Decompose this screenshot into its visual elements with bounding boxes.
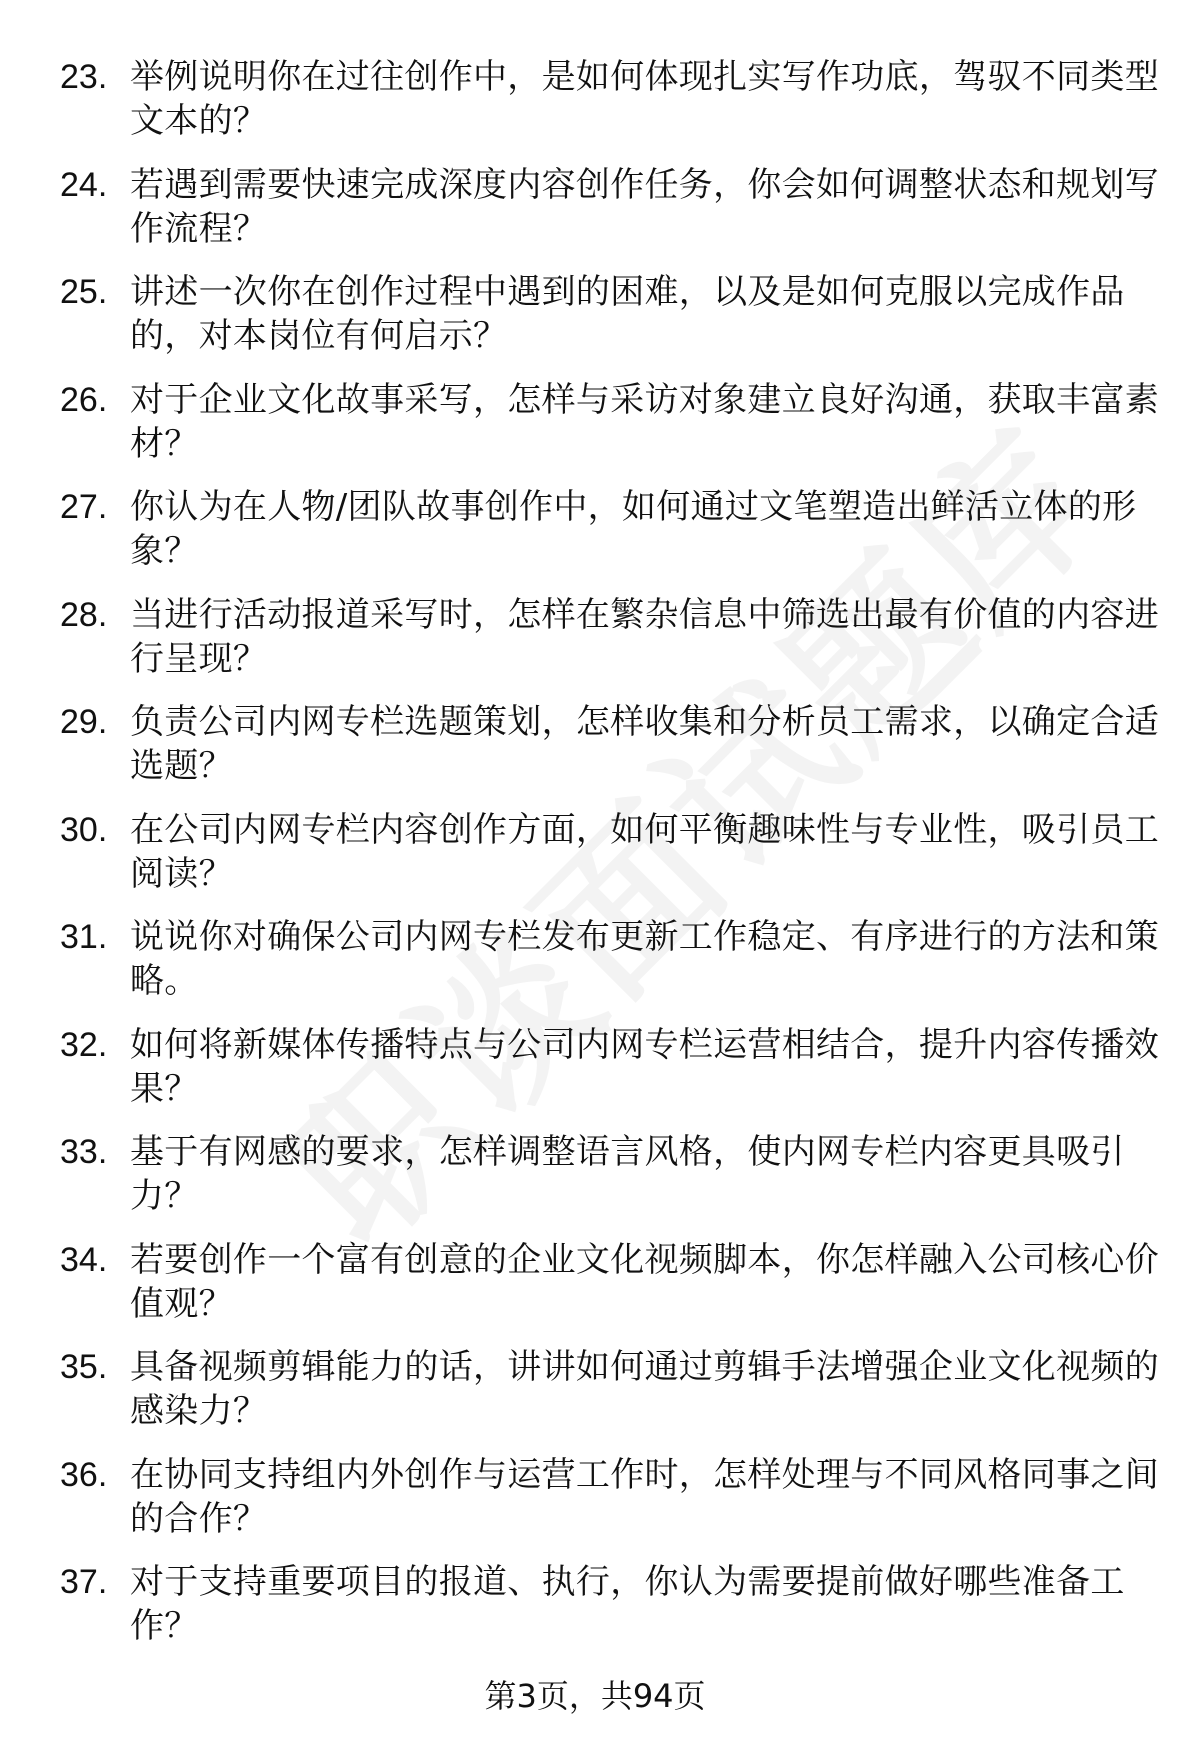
question-item: [0, 1345, 1190, 1453]
question-item: [0, 1130, 1190, 1238]
question-text: 说说你对确保公司内网专栏发布更新工作稳定、有序进行的方法和策略。: [130, 917, 1159, 1001]
question-text: 对于企业文化故事采写，怎样与采访对象建立良好沟通，获取丰富素材？: [130, 379, 1159, 464]
question-text: 若遇到需要快速完成深度内容创作任务，你会如何调整状态和规划写作流程？: [130, 164, 1159, 249]
question-text: 基于有网感的要求，怎样调整语言风格，使内网专栏内容更具吸引力？: [130, 1132, 1125, 1216]
question-number: 27.: [60, 488, 108, 526]
question-item: [0, 808, 1190, 916]
question-item: [0, 915, 1190, 1023]
question-item: [0, 55, 1190, 163]
question-item: [0, 1453, 1190, 1561]
question-number: 35.: [60, 1348, 108, 1386]
question-text: 具备视频剪辑能力的话，讲讲如何通过剪辑手法增强企业文化视频的感染力？: [130, 1347, 1159, 1431]
question-number: 23.: [60, 58, 108, 96]
question-item: [0, 485, 1190, 593]
question-number: 33.: [60, 1133, 108, 1171]
question-item: [0, 270, 1190, 378]
question-number: 32.: [60, 1025, 108, 1064]
question-number: 25.: [60, 273, 108, 311]
question-item: [0, 1023, 1190, 1131]
question-item: [0, 1238, 1190, 1346]
question-text: 若要创作一个富有创意的企业文化视频脚本，你怎样融入公司核心价值观？: [130, 1239, 1159, 1324]
question-number: 37.: [60, 1563, 108, 1601]
question-number: 24.: [60, 165, 108, 204]
question-item: [0, 700, 1190, 808]
question-number: 30.: [60, 810, 108, 849]
question-number: 36.: [60, 1455, 108, 1494]
question-item: [0, 1560, 1190, 1668]
question-text: 讲述一次你在创作过程中遇到的困难，以及是如何克服以完成作品的，对本岗位有何启示？: [130, 272, 1125, 356]
question-number: 29.: [60, 703, 108, 741]
question-text: 负责公司内网专栏选题策划，怎样收集和分析员工需求，以确定合适选题？: [130, 702, 1159, 786]
question-text: 你认为在人物/团队故事创作中，如何通过文笔塑造出鲜活立体的形象？: [130, 487, 1137, 571]
question-text: 对于支持重要项目的报道、执行，你认为需要提前做好哪些准备工作？: [130, 1562, 1125, 1646]
question-item: [0, 593, 1190, 701]
page-number-label: 第3页，共94页: [484, 1677, 706, 1715]
question-text: 举例说明你在过往创作中，是如何体现扎实写作功底，驾驭不同类型文本的？: [130, 57, 1159, 141]
question-number: 34.: [60, 1240, 108, 1279]
question-number: 31.: [60, 918, 108, 956]
question-text: 在协同支持组内外创作与运营工作时，怎样处理与不同风格同事之间的合作？: [130, 1454, 1159, 1539]
question-text: 当进行活动报道采写时，怎样在繁杂信息中筛选出最有价值的内容进行呈现？: [130, 594, 1159, 679]
question-item: [0, 163, 1190, 271]
question-list: [0, 55, 1190, 1668]
question-item: [0, 378, 1190, 486]
question-number: 26.: [60, 380, 108, 419]
question-text: 如何将新媒体传播特点与公司内网专栏运营相结合，提升内容传播效果？: [130, 1024, 1159, 1109]
question-text: 在公司内网专栏内容创作方面，如何平衡趣味性与专业性，吸引员工阅读？: [130, 809, 1159, 894]
page-footer: [0, 1676, 1190, 1716]
question-number: 28.: [60, 595, 108, 634]
